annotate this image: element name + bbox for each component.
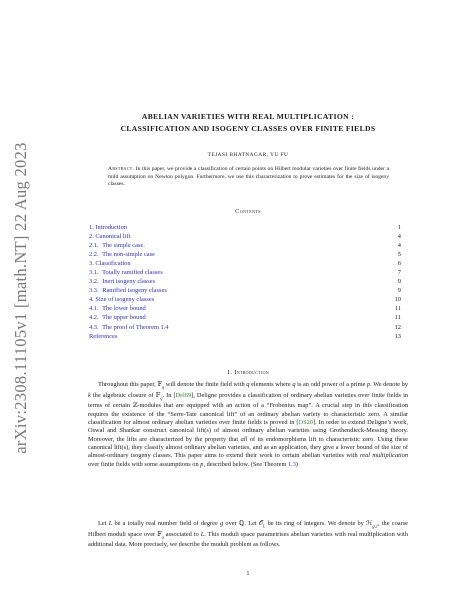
toc-entry-label: The non-simple case [102, 251, 155, 259]
toc-entry[interactable]: 4.3. The proof of Theorem 1.4 12 [89, 323, 401, 331]
toc-entry[interactable]: 4.1. The lower bound 11 [89, 305, 401, 313]
toc-entry[interactable]: 4.2. The upper bound 11 [89, 314, 401, 322]
arxiv-identifier-text: arXiv:2308.11105v1 [math.NT] 22 Aug 2023 [11, 142, 30, 454]
toc-entry-page: 5 [397, 251, 401, 259]
toc-entry[interactable]: 3.1. Totally ramified classes 7 [89, 269, 401, 277]
citation-link[interactable]: Del69 [175, 391, 192, 399]
toc-entry-page: 4 [397, 233, 401, 241]
toc-entry-label: Canonical lift [95, 233, 131, 241]
toc-entry-label: The proof of Theorem 1.4 [102, 323, 169, 331]
toc-entry-page: 11 [394, 314, 401, 322]
toc-entry-page: 13 [394, 332, 401, 340]
toc-entry-label: Inert isogeny classes [102, 278, 156, 286]
intro-paragraph-2: Let L be a totally real number field of degree g over ℚ. Let 𝒪$_L$ be its ring of integers. We denote by ℋ$_{g,1}$, the coarse Hilbert moduli space over 𝔽$_q$ associated to L. This moduli space parametrises abelian varieties with real multiplication with additional data. More precisely, we describe the moduli problem as follows. [88, 520, 408, 549]
abstract-label: Abstract. [108, 166, 135, 172]
toc-entry-label: Ramified isogeny classes [102, 287, 167, 295]
toc-entry-label: The simple case. [102, 242, 145, 250]
toc-entry-references[interactable] [89, 332, 401, 341]
toc-entry-label: The upper bound [102, 314, 146, 322]
toc-entry-label: Classification [95, 260, 131, 268]
toc-entry-page: 7 [397, 269, 401, 277]
paper-title-line-1: ABELIAN VARIETIES WITH REAL MULTIPLICATION : [141, 112, 355, 121]
toc-entry-page: 10 [394, 296, 401, 304]
toc-entry[interactable]: 1. Introduction 1 [89, 224, 401, 231]
toc-entry[interactable]: 2.1. The simple case. 4 [89, 242, 401, 250]
toc-entry-page: 12 [394, 323, 401, 331]
toc-entry[interactable]: 2.2. The non-simple case 5 [89, 251, 401, 259]
table-of-contents [89, 223, 401, 341]
paper-title-line-2: CLASSIFICATION AND ISOGENY CLASSES OVER FINITE FIELDS [120, 124, 376, 133]
toc-entry-page: 11 [394, 305, 401, 313]
toc-entry-page: 4 [397, 242, 401, 250]
toc-entry[interactable]: 4. Size of isogeny classes 10 [89, 296, 401, 304]
toc-entry-label: Size of isogeny classes [95, 296, 155, 304]
intro-paragraph-1: Throughout this paper, 𝔽$_q$ will denote the finite field with q elements where q is an odd power of a prime p. We denote by k the algebraic closure of 𝔽$_q$. In [Del69], Deligne provides a classification of ordinary abelian varieties over finite fields in terms of certain ℤ-modules that are equipped with an action of a “Frobenius map”. A crucial step in this classification requires the existence of the “Serre-Tate canonical lift” of an ordinary abelian variety to characteristic zero. A similar classification for almost ordinary abelian varieties over finite fields is proved in [OS20]. In order to extend Deligne’s work, Oswal and Shankar construct canonical lift(s) of almost ordinary abelian varieties using Grothendieck-Messing theory. Moreover, the lifts are characterized by the property that all of its endomorphisms lift to characteristic zero. Using these canonical lift(s), they classify almost ordinary abelian varieties, and as an application, they give a lower bound of the size of almost-ordinary isogeny classes. This paper aims to extend their work to certain abelian varieties with real multiplication over finite fields with some assumptions on p, described below. (See Theorem 1.3) [88, 381, 409, 468]
toc-entry[interactable]: 2. Canonical lift 4 [89, 233, 401, 241]
page-number: 1 [246, 571, 250, 577]
theorem-link[interactable]: 1.3 [287, 460, 296, 468]
toc-entry-label: Totally ramified classes [102, 269, 163, 277]
toc-entry[interactable]: 3.3. Ramified isogeny classes 9 [89, 287, 401, 295]
paper-authors: TEJASI BHATNAGAR, YU FU [207, 152, 289, 158]
toc-entry-page: 9 [397, 278, 401, 286]
citation-link[interactable]: OS20 [298, 418, 313, 426]
toc-entry-label: Introduction [95, 224, 127, 231]
contents-heading: Contents [235, 208, 261, 215]
toc-entry[interactable]: 3. Classification 6 [89, 260, 401, 268]
abstract-text: In this paper, we provide a classification of certain points on Hilbert modular varieties over finite fields under a mild assumption on Newton polygon. Furthermore, we use this characterization to prove estimates for the size of isogeny classes. [108, 166, 389, 188]
arxiv-identifier-stamp [10, 138, 32, 458]
toc-entry-label: References [89, 332, 118, 340]
toc-entry-page: 1 [397, 224, 401, 231]
section-heading-introduction: 1. Introduction [227, 369, 269, 376]
toc-entry[interactable]: 3.2. Inert isogeny classes 9 [89, 278, 401, 286]
toc-entry-page: 9 [397, 287, 401, 295]
toc-entry-label: The lower bound [102, 305, 146, 313]
toc-entry-page: 6 [397, 260, 401, 268]
abstract [108, 166, 389, 189]
